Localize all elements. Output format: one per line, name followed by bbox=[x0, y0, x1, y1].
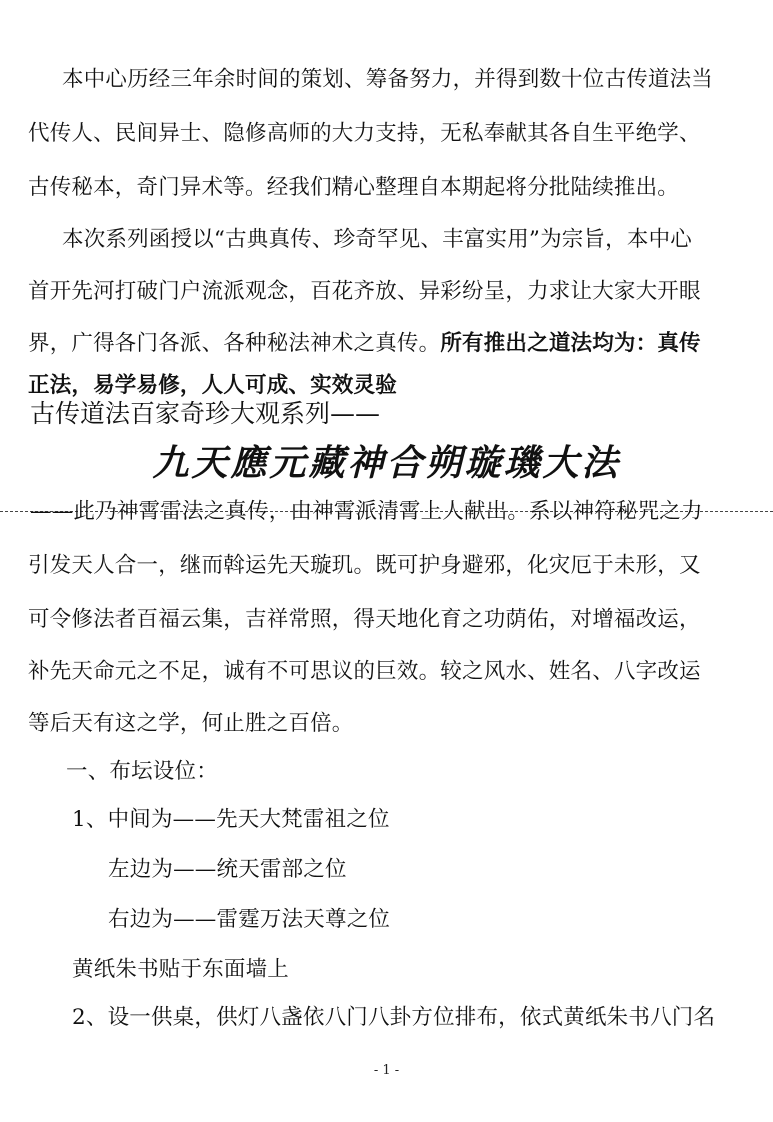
desc-line-4: 补先天命元之不足，诚有不可思议的巨效。较之风水、姓名、八字改运 bbox=[28, 659, 701, 684]
intro-p2-line-2: 首开先河打破门户流派观念，百花齐放、异彩纷呈，力求让大家大开眼 bbox=[28, 279, 701, 304]
series-heading: 古传道法百家奇珍大观系列—— bbox=[30, 399, 381, 428]
item-right-position: 右边为——雷霆万法天尊之位 bbox=[108, 907, 391, 932]
main-title: 九天應元藏神合朔璇璣大法 bbox=[152, 443, 621, 484]
desc-line-3: 可令修法者百福云集，吉祥常照，得天地化育之功荫佑，对增福改运， bbox=[28, 607, 701, 632]
intro-bold-claim: 所有推出之道法均为：真传 bbox=[440, 331, 701, 356]
item-altar-table: 2、设一供桌，供灯八盏依八门八卦方位排布，依式黄纸朱书八门名 bbox=[72, 1005, 716, 1030]
desc-line-1: ——此乃神霄雷法之真传，由神霄派清霄上人献出。系以神符秘咒之力 bbox=[30, 499, 703, 524]
item-center-position: 1、中间为——先天大梵雷祖之位 bbox=[72, 807, 390, 832]
item-left-position: 左边为——统天雷部之位 bbox=[108, 857, 347, 882]
intro-p2-line-3 bbox=[28, 330, 701, 358]
section-heading-1: 一、布坛设位： bbox=[66, 759, 218, 784]
item-paper-instruction: 黄纸朱书贴于东面墙上 bbox=[72, 957, 290, 982]
desc-line-2: 引发天人合一，继而斡运先天璇玑。既可护身避邪，化灾厄于未形，又 bbox=[28, 553, 701, 578]
intro-bold-claim-end: 正法，易学易修，人人可成、实效灵验 bbox=[28, 373, 397, 398]
intro-p2-line-1: 本次系列函授以“古典真传、珍奇罕见、丰富实用”为宗旨，本中心 bbox=[62, 227, 692, 252]
page-number: - 1 - bbox=[373, 1063, 400, 1078]
intro-p1-line-2: 代传人、民间异士、隐修高师的大力支持，无私奉献其各自生平绝学、 bbox=[28, 121, 701, 146]
intro-p2-line-3-text: 界，广得各门各派、各种秘法神术之真传。 bbox=[28, 331, 441, 356]
desc-line-5: 等后天有这之学，何止胜之百倍。 bbox=[28, 711, 354, 736]
intro-p1-line-3: 古传秘本，奇门异术等。经我们精心整理自本期起将分批陆续推出。 bbox=[28, 175, 680, 200]
intro-p1-line-1: 本中心历经三年余时间的策划、筹备努力，并得到数十位古传道法当 bbox=[62, 67, 714, 92]
